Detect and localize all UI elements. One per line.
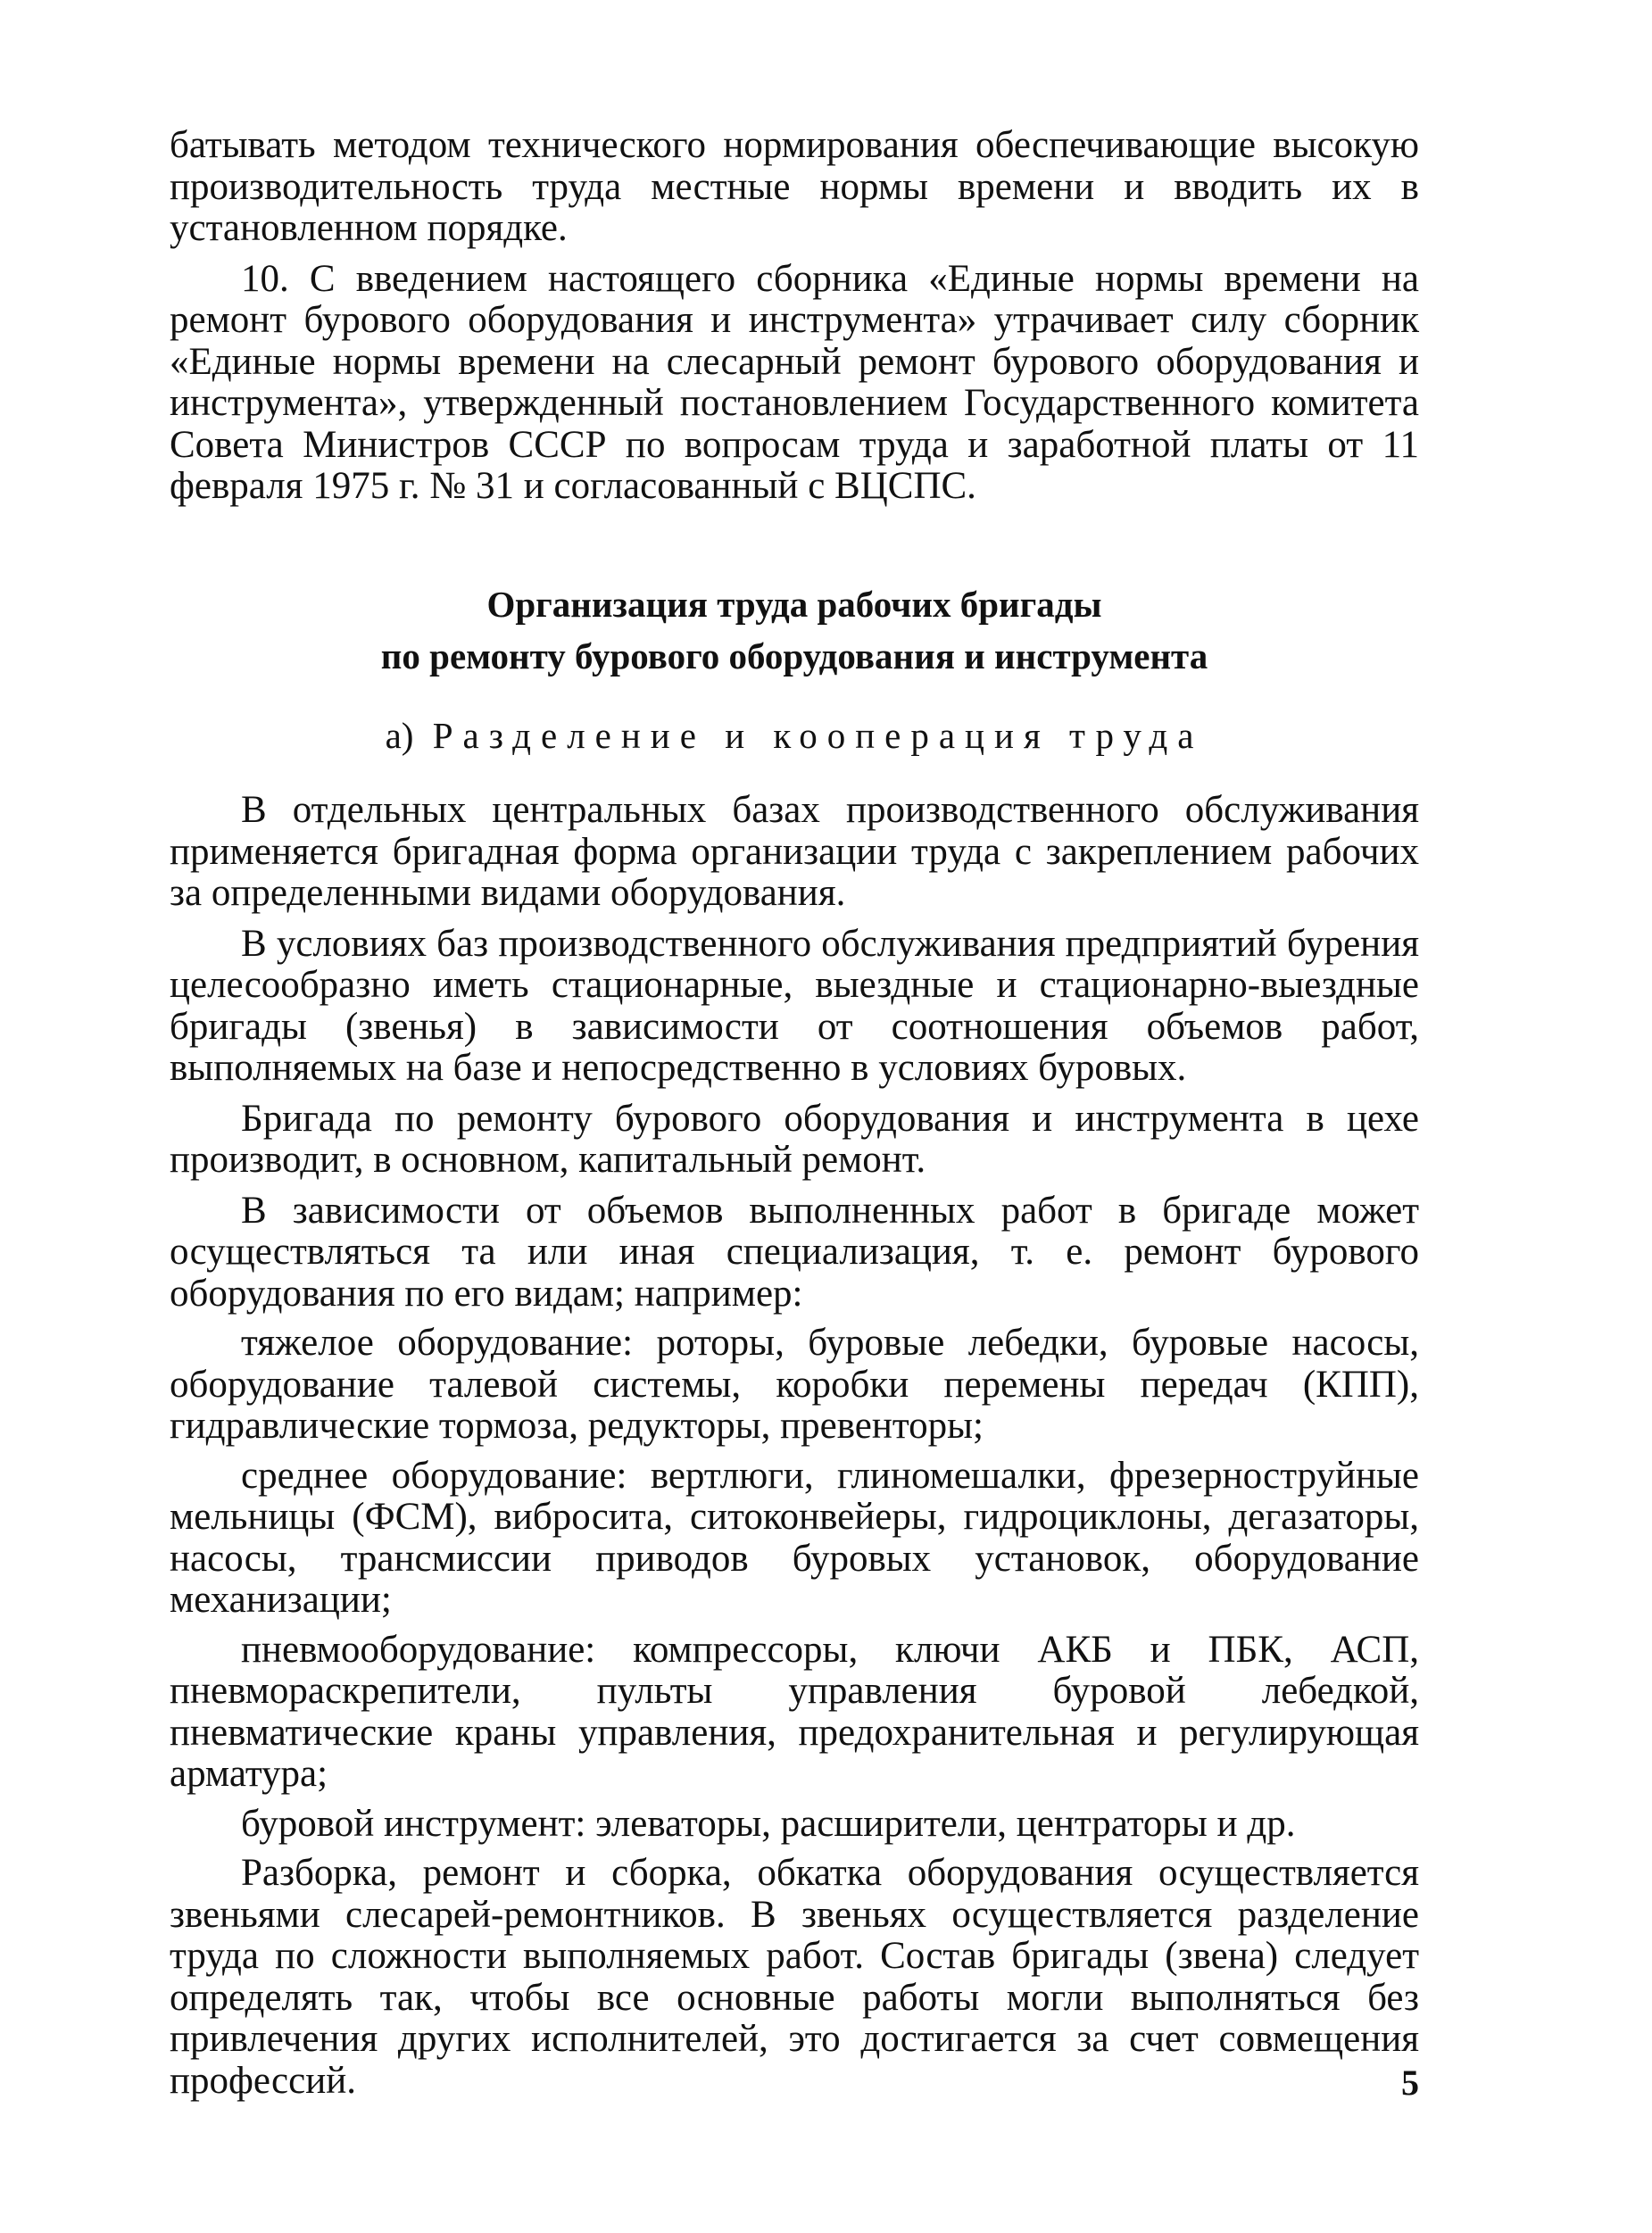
- paragraph-brigade-types: В условиях баз производственного обслуживания предприятий бурения целесообразно иметь стационарные, выездные и стационарно-выездные бригады (звенья) в зависимости от соотношения объемов работ, выполняемых на базе и непосредственно в условиях буровых.: [170, 922, 1419, 1089]
- section-heading-line-1: Организация труда рабочих бригады: [486, 583, 1102, 625]
- list-item-medium-equipment: среднее оборудование: вертлюги, глиномешалки, фрезерноструйные мельницы (ФСМ), вибросита, ситоконвейеры, гидроциклоны, дегазаторы, насосы, трансмиссии приводов буровых установок, оборудование механизации;: [170, 1454, 1419, 1621]
- paragraph-item-10: 10. С введением настоящего сборника «Единые нормы времени на ремонт бурового оборудования и инструмента» утрачивает силу сборник «Единые нормы времени на слесарный ремонт бурового оборудования и инструмента», утвержденный постановлением Государственного комитета Совета Министров СССР по вопросам труда и заработной платы от 11 февраля 1975 г. № 31 и согласованный с ВЦСПС.: [170, 257, 1419, 507]
- list-item-pneumatic-equipment: пневмооборудование: компрессоры, ключи АКБ и ПБК, АСП, пневмораскрепители, пульты управления буровой лебедкой, пневматические краны управления, предохранительная и регулирующая арматура;: [170, 1628, 1419, 1795]
- page-number: 5: [1401, 2063, 1419, 2103]
- list-item-heavy-equipment: тяжелое оборудование: роторы, буровые лебедки, буровые насосы, оборудование талевой системы, коробки перемены передач (КПП), гидравлические тормоза, редукторы, превенторы;: [170, 1322, 1419, 1447]
- section-heading: [170, 578, 1419, 682]
- subsection-title: Разделение и кооперация труда: [432, 714, 1204, 756]
- paragraph-repair-teams: Разборка, ремонт и сборка, обкатка оборудования осуществляется звеньями слесарей-ремонтников. В звеньях осуществляется разделение труда по сложности выполняемых работ. Состав бригады (звена) следует определять так, чтобы все основные работы могли выполняться без привлечения других исполнителей, это достигается за счет совмещения профессий.: [170, 1852, 1419, 2102]
- paragraph-capital-repair: Бригада по ремонту бурового оборудования и инструмента в цехе производит, в основном, капитальный ремонт.: [170, 1097, 1419, 1181]
- document-page: [170, 125, 1419, 2102]
- paragraph-intro-continuation: батывать методом технического нормирования обеспечивающие высокую производительность труда местные нормы времени и вводить их в установленном порядке.: [170, 124, 1419, 249]
- paragraph-specialization: В зависимости от объемов выполненных работ в бригаде может осуществляться та или иная специализация, т. е. ремонт бурового оборудования по его видам; например:: [170, 1189, 1419, 1315]
- subsection-label: а): [385, 714, 414, 756]
- subsection-heading: [170, 715, 1419, 757]
- section-heading-line-2: по ремонту бурового оборудования и инструмента: [380, 635, 1208, 677]
- paragraph-brigade-form: В отдельных центральных базах производственного обслуживания применяется бригадная форма организации труда с закреплением рабочих за определенными видами оборудования.: [170, 789, 1419, 914]
- list-item-drilling-tools: буровой инструмент: элеваторы, расширители, центраторы и др.: [241, 1802, 1296, 1845]
